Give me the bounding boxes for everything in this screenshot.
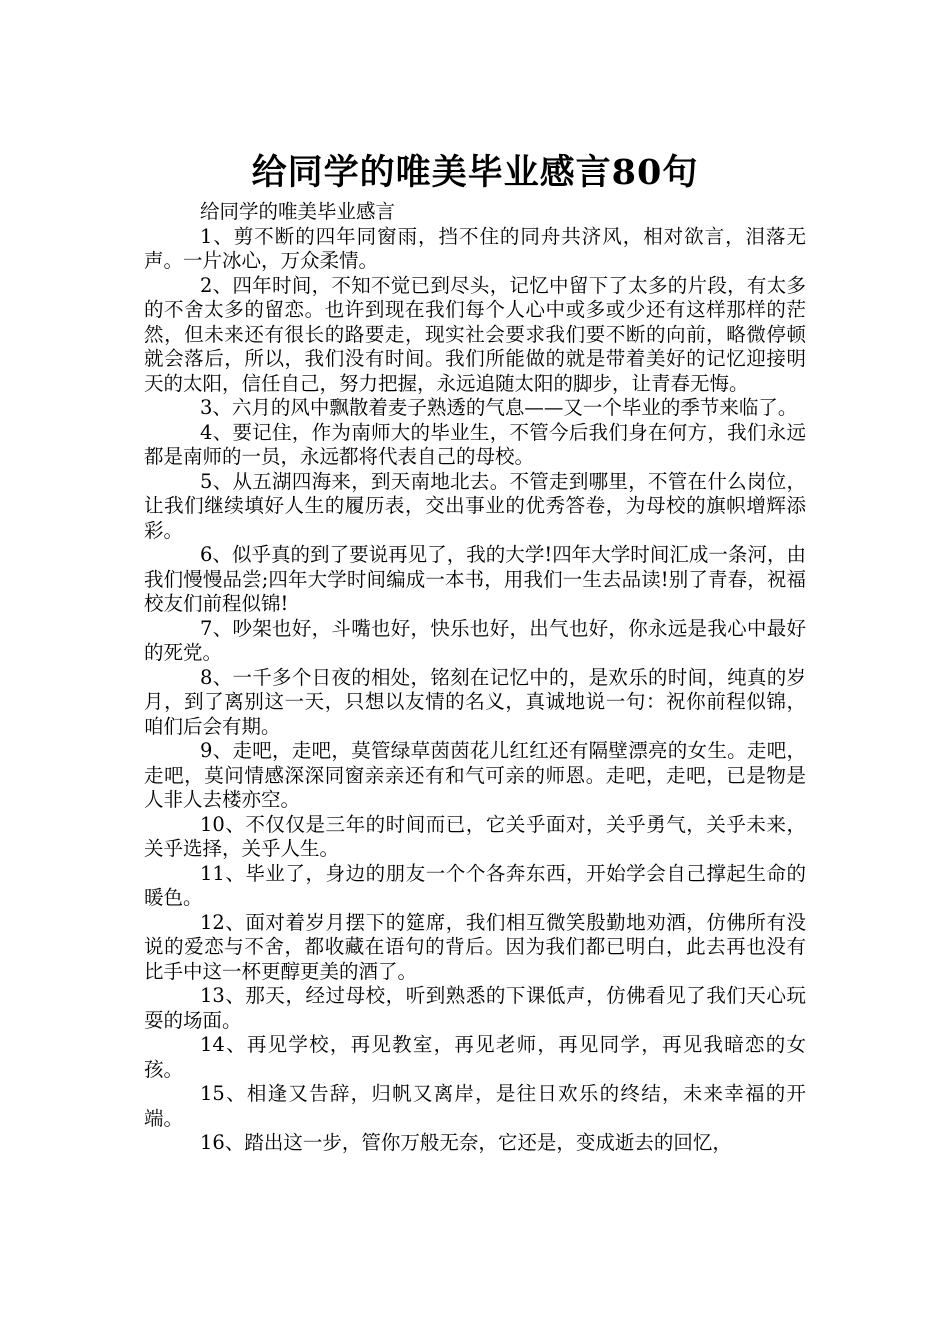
paragraph-6: 6、似乎真的到了要说再见了，我的大学!四年大学时间汇成一条河，由我们慢慢品尝;四年大学时间编成一本书，用我们一生去品读!别了青春，祝福校友们前程似锦! [144,543,806,615]
paragraph-14: 14、再见学校，再见教室，再见老师，再见同学，再见我暗恋的女孩。 [144,1033,806,1081]
paragraph-4: 4、要记住，作为南师大的毕业生，不管今后我们身在何方，我们永远都是南师的一员，永远都将代表自己的母校。 [144,420,806,468]
paragraph-5: 5、从五湖四海来，到天南地北去。不管走到哪里，不管在什么岗位，让我们继续填好人生的履历表，交出事业的优秀答卷，为母校的旗帜增辉添彩。 [144,469,806,542]
paragraph-7: 7、吵架也好，斗嘴也好，快乐也好，出气也好，你永远是我心中最好的死党。 [144,616,806,664]
paragraph-8: 8、一千多个日夜的相处，铭刻在记忆中的，是欢乐的时间，纯真的岁月，到了离别这一天，只想以友情的名义，真诚地说一句：祝你前程似锦，咱们后会有期。 [144,665,806,738]
paragraph-13: 13、那天，经过母校，听到熟悉的下课低声，仿佛看见了我们天心玩耍的场面。 [144,984,806,1032]
document-subtitle: 给同学的唯美毕业感言 [200,200,396,223]
paragraph-12: 12、面对着岁月摆下的筵席，我们相互微笑殷勤地劝酒，仿佛所有没说的爱恋与不舍，都收藏在语句的背后。因为我们都已明白，此去再也没有比手中这一杯更醇更美的酒了。 [144,910,806,983]
document-title: 给同学的唯美毕业感言80句 [251,152,699,194]
paragraph-10: 10、不仅仅是三年的时间而已，它关乎面对，关乎勇气，关乎未来，关乎选择，关乎人生。 [144,812,806,860]
document-body [144,200,806,1156]
paragraph-9: 9、走吧，走吧，莫管绿草茵茵花儿红红还有隔壁漂亮的女生。走吧，走吧，莫问情感深深同窗亲亲还有和气可亲的师恩。走吧，走吧，已是物是人非人去楼亦空。 [144,739,806,811]
paragraph-16: 16、踏出这一步，管你万般无奈，它还是，变成逝去的回忆， [200,1131,732,1154]
paragraph-2: 2、四年时间，不知不觉已到尽头，记忆中留下了太多的片段，有太多的不舍太多的留恋。也许到现在我们每个人心中或多或少还有这样那样的茫然，但未来还有很长的路要走，现实社会要求我们要不断的向前，略微停顿就会落后，所以，我们没有时间。我们所能做的就是带着美好的记忆迎接明天的太阳，信任自己，努力把握，永远追随太阳的脚步，让青春无悔。 [144,273,806,395]
paragraph-11: 11、毕业了，身边的朋友一个个各奔东西，开始学会自己撑起生命的暖色。 [144,861,806,909]
paragraph-15: 15、相逢又告辞，归帆又离岸，是往日欢乐的终结，未来幸福的开端。 [144,1082,806,1130]
paragraph-1: 1、剪不断的四年同窗雨，挡不住的同舟共济风，相对欲言，泪落无声。一片冰心，万众柔情。 [144,224,806,272]
paragraph-3: 3、六月的风中飘散着麦子熟透的气息——又一个毕业的季节来临了。 [200,396,798,419]
